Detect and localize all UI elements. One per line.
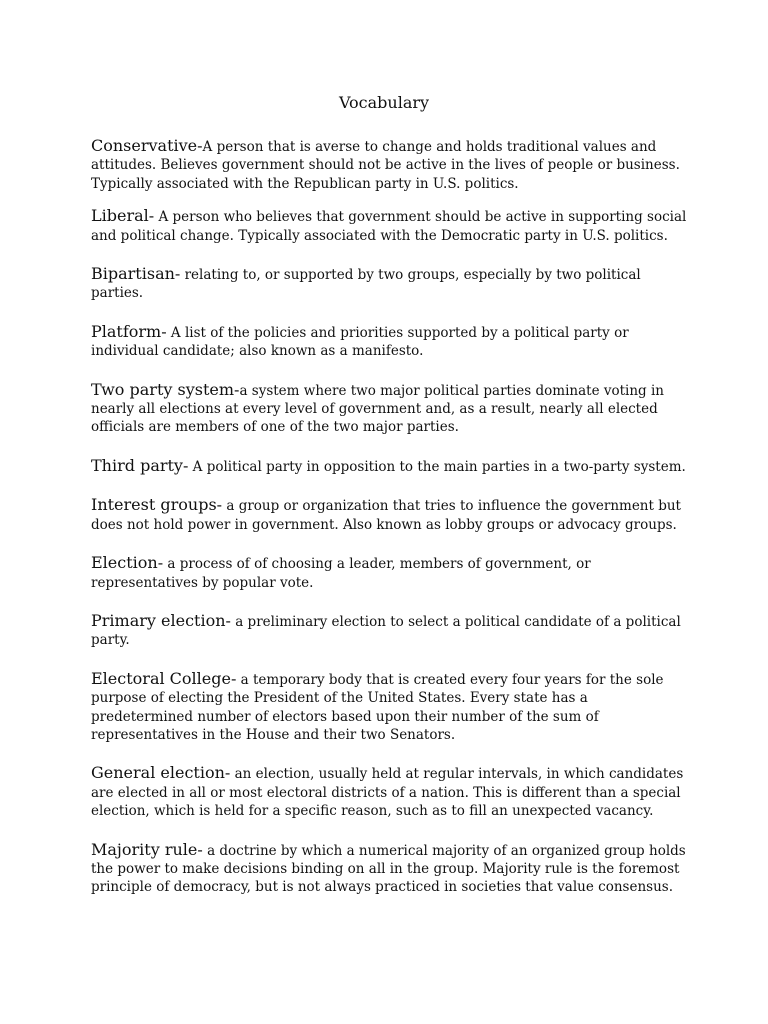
definition: A list of the policies and priorities supported by a political party or individual candidate; also known as a manifesto. [91,324,629,360]
vocab-entry-election [91,554,691,592]
vocab-entry-primary-election [91,612,691,650]
definition: a doctrine by which a numerical majority of an organized group holds the power to make decisions binding on all in the group. Majority rule is the foremost principle of democracy, but is not always practiced in societies that value consensus. [91,842,686,896]
term: Two party system- [91,379,240,399]
vocab-entry-electoral-college [91,670,691,745]
definition: relating to, or supported by two groups, especially by two political parties. [91,267,641,302]
definition: a group or organization that tries to influence the government but does not hold power in government. Also known as lobby groups or advocacy groups. [91,498,681,533]
vocab-entry-third-party [91,457,691,476]
term: Bipartisan- [91,264,181,284]
term: Primary election- [91,610,231,630]
vocabulary-list [91,137,691,897]
vocab-entry-bipartisan [91,265,691,303]
definition: A person that is averse to change and holds traditional values and attitudes. Believes government should not be active in the lives of people or business. Typically associated with the Republican party in U.S. politics. [91,139,680,192]
definition: a temporary body that is created every four years for the sole purpose of electing the President of the United States. Every state has a predetermined number of electors based upon their number of the sum of representatives in the House and their two Senators. [91,671,664,743]
definition: a system where two major political parties dominate voting in nearly all elections at every level of government and, as a result, nearly all elected officials are members of one of the two major parties. [91,382,664,436]
definition: an election, usually held at regular intervals, in which candidates are elected in all or most electoral districts of a nation. This is different than a special election, which is held for a specific reason, such as to fill an unexpected vacancy. [91,766,684,820]
definition: A person who believes that government should be active in supporting social and political change. Typically associated with the Democratic party in U.S. politics. [91,209,687,244]
page-title: Vocabulary [338,93,430,112]
vocab-entry-platform [91,323,691,361]
term: Election- [91,553,164,573]
term: General election- [91,763,231,783]
term: Electoral College- [91,668,237,688]
definition: a process of of choosing a leader, members of government, or representatives by popular vote. [91,556,591,591]
definition: A political party in opposition to the main parties in a two-party system. [188,458,686,475]
definition: a preliminary election to select a political candidate of a political party. [91,613,681,649]
vocab-entry-conservative [91,137,691,193]
vocab-entry-majority-rule [91,841,691,897]
vocab-entry-general-election [91,764,691,820]
vocab-entry-liberal [91,207,691,245]
term: Conservative- [91,136,203,155]
term: Interest groups- [91,495,223,515]
vocab-entry-interest-groups [91,496,691,534]
vocab-entry-two-party-system [91,381,691,437]
term: Majority rule- [91,839,203,859]
term: Liberal- [91,206,155,226]
term: Third party- [91,455,189,475]
term: Platform- [91,321,167,341]
